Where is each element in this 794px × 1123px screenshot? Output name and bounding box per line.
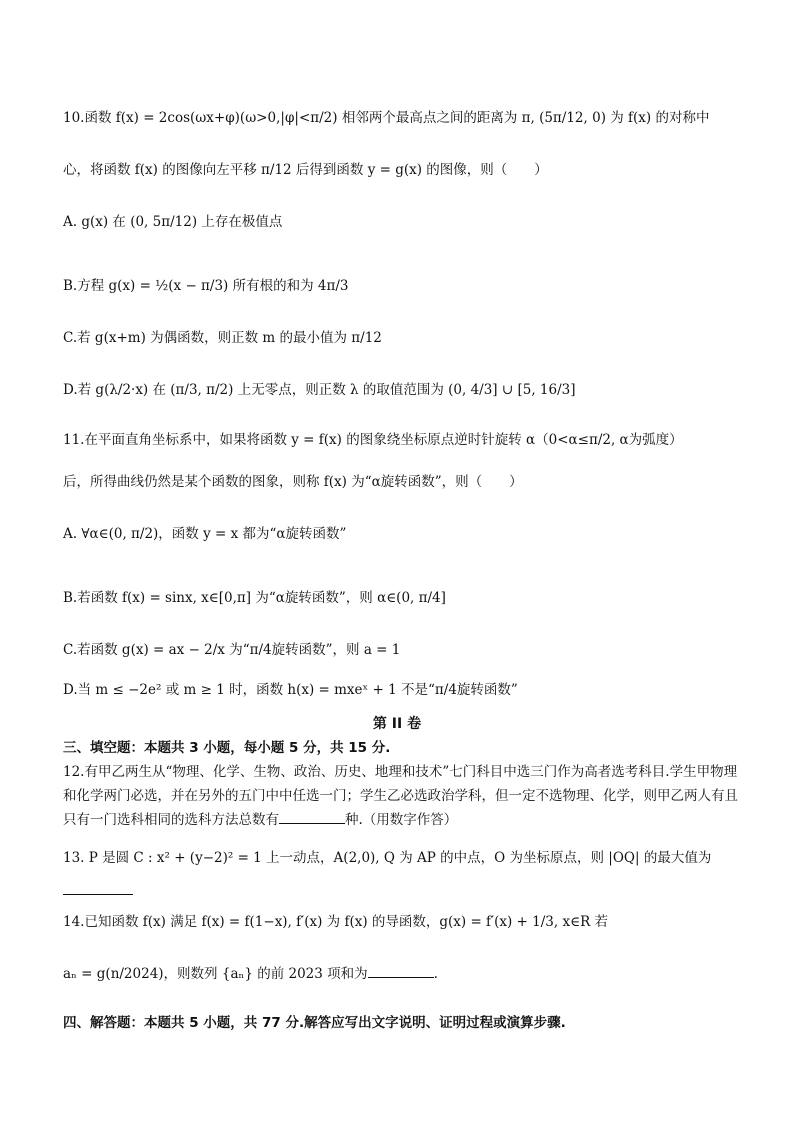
q11-stem-line1: 11.在平面直角坐标系中，如果将函数 y = f(x) 的图象绕坐标原点逆时针旋转 α（0<α≤π/2, α为弧度） bbox=[63, 432, 683, 448]
q14-line2 bbox=[63, 964, 738, 984]
q10-stem-line2: 心，将函数 f(x) 的图像向左平移 π/12 后得到函数 y = g(x) 的图像，则（ ） bbox=[63, 162, 548, 178]
q11-option-d: D.当 m ≤ −2e² 或 m ≥ 1 时，函数 h(x) = mxeˣ + 1 不是“π/4旋转函数” bbox=[63, 682, 518, 698]
q10-stem-line1: 10.函数 f(x) = 2cos(ωx+φ)(ω>0,|φ|<π/2) 相邻两个最高点之间的距离为 π, (5π/12, 0) 为 f(x) 的对称中 bbox=[63, 110, 710, 126]
section4-heading: 四、解答题：本题共 5 小题，共 77 分.解答应写出文字说明、证明过程或演算步骤. bbox=[63, 1015, 566, 1031]
q10-option-a: A. g(x) 在 (0, 5π/12) 上存在极值点 bbox=[63, 214, 283, 230]
part2-title: 第 II 卷 bbox=[372, 716, 422, 732]
q10-option-b: B.方程 g(x) = ½(x − π/3) 所有根的和为 4π/3 bbox=[63, 278, 349, 294]
section3-heading: 三、填空题：本题共 3 小题，每小题 5 分，共 15 分. bbox=[63, 740, 391, 756]
q10-option-d: D.若 g(λ/2·x) 在 (π/3, π/2) 上无零点，则正数 λ 的取值范围为 (0, 4/3] ∪ [5, 16/3] bbox=[63, 382, 576, 398]
q13-answer-blank[interactable] bbox=[63, 880, 133, 899]
q11-option-a: A. ∀α∈(0, π/2)，函数 y = x 都为“α旋转函数” bbox=[63, 526, 347, 542]
q14-answer-blank[interactable] bbox=[368, 965, 434, 978]
q14-line1: 14.已知函数 f(x) 满足 f(x) = f(1−x), f′(x) 为 f(x) 的导函数，g(x) = f′(x) + 1/3, x∈R 若 bbox=[63, 914, 609, 930]
q11-stem-line2: 后，所得曲线仍然是某个函数的图象，则称 f(x) 为“α旋转函数”，则（ ） bbox=[63, 474, 523, 490]
q12-text-main: 12.有甲乙两生从“物理、化学、生物、政治、历史、地理和技术”七门科目中选三门作为高者选考科目.学生甲物理和化学两门必选，并在另外的五门中中任选一门；学生乙必选政治学科，但一定不选物理、化学，则甲乙两人有且只有一门选科相同的选科方法总数有 bbox=[63, 764, 738, 828]
q12-answer-blank[interactable] bbox=[279, 811, 345, 824]
q11-option-c: C.若函数 g(x) = ax − 2/x 为“π/4旋转函数”，则 a = 1 bbox=[63, 642, 401, 658]
q11-option-b: B.若函数 f(x) = sinx, x∈[0,π] 为“α旋转函数”，则 α∈(0, π/4] bbox=[63, 590, 446, 606]
q13-text: 13. P 是圆 C : x² + (y−2)² = 1 上一动点，A(2,0), Q 为 AP 的中点，O 为坐标原点，则 |OQ| 的最大值为 bbox=[63, 850, 712, 866]
q12-text-tail: 种.（用数字作答） bbox=[345, 812, 458, 828]
q14-line2-main: aₙ = g(n/2024)，则数列 {aₙ} 的前 2023 项和为 bbox=[63, 966, 368, 982]
q12-text bbox=[63, 760, 738, 832]
q14-line2-tail: . bbox=[433, 966, 438, 982]
q10-option-c: C.若 g(x+m) 为偶函数，则正数 m 的最小值为 π/12 bbox=[63, 330, 382, 346]
